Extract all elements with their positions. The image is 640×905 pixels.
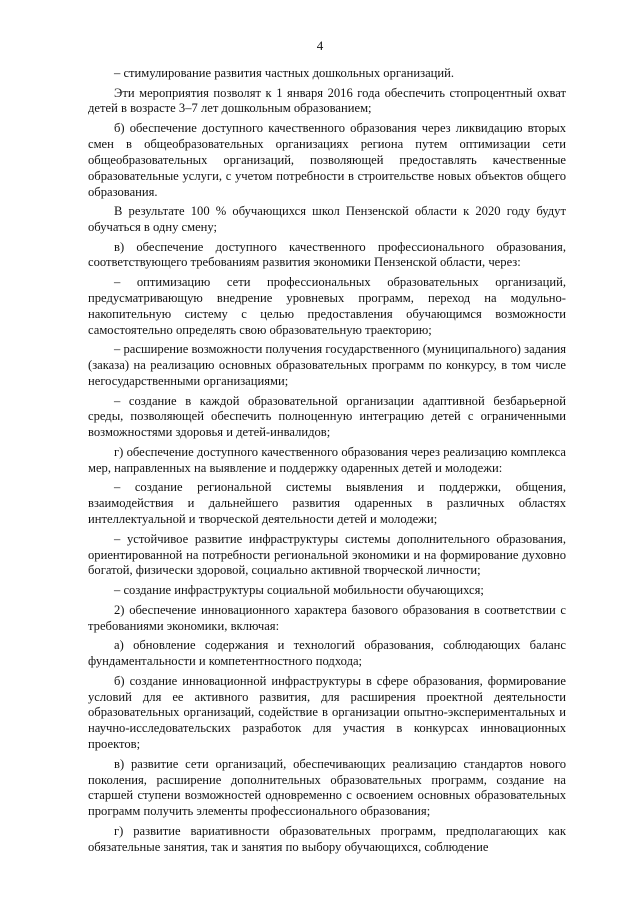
- paragraph: 2) обеспечение инновационного характера базового образования в соответствии с требованиями экономики, включая:: [88, 602, 566, 633]
- paragraph: г) обеспечение доступного качественного образования через реализацию комплекса мер, направленных на выявление и поддержку одаренных детей и молодежи:: [88, 444, 566, 475]
- page-number: 4: [316, 38, 324, 53]
- paragraph: В результате 100 % обучающихся школ Пензенской области к 2020 году будут обучаться в одну смену;: [88, 204, 566, 234]
- paragraph: – создание региональной системы выявления и поддержки, общения, взаимодействия и дальнейшего развития одаренных в различных областях интеллектуальной и творческой деятельности детей и молодежи;: [88, 480, 566, 527]
- paragraph: – создание инфраструктуры социальной мобильности обучающихся;: [114, 583, 484, 598]
- paragraph: – создание в каждой образовательной организации адаптивной безбарьерной среды, позволяющей обеспечить полноценную интеграцию детей с ограниченными возможностями здоровья и детей-инвалидов;: [88, 393, 566, 440]
- paragraph: г) развитие вариативности образовательных программ, предполагающих как обязательные занятия, так и занятия по выбору обучающихся, соблюдение: [88, 823, 566, 854]
- paragraph: в) обеспечение доступного качественного профессионального образования, соответствующего требованиям развития экономики Пензенской области, через:: [88, 239, 566, 270]
- paragraph: а) обновление содержания и технологий образования, соблюдающих баланс фундаментальности и компетентностного подхода;: [88, 638, 566, 669]
- document-body: [88, 66, 566, 859]
- paragraph: – стимулирование развития частных дошкольных организаций.: [114, 66, 455, 80]
- paragraph: – оптимизацию сети профессиональных образовательных организаций, предусматривающую внедрение уровневых программ, переход на модульно-накопительную систему с целью предоставления обучающимся возможности самостоятельно определять свою образовательную траекторию;: [88, 275, 566, 337]
- paragraph: б) обеспечение доступного качественного образования через ликвидацию вторых смен в общеобразовательных организациях региона путем оптимизации сети общеобразовательных организаций, позволяющей предоставлять качественные образовательные услуги, с учетом потребности в строительстве новых объектов общего образования.: [88, 121, 566, 199]
- paragraph: б) создание инновационной инфраструктуры в сфере образования, формирование условий для ее активного развития, для расширения проектной деятельности образовательных организаций, содействие в организации опытно-экспериментальных и научно-исследовательских разработок для участия в конкурсах инновационных проектов;: [88, 673, 566, 752]
- paragraph: в) развитие сети организаций, обеспечивающих реализацию стандартов нового поколения, расширение дополнительных образовательных программ, создание на старшей ступени возможностей одновременно с освоением основных образовательных программ получить элементы профессионального образования;: [88, 756, 566, 819]
- paragraph: Эти мероприятия позволят к 1 января 2016 года обеспечить стопроцентный охват детей в возрасте 3–7 лет дошкольным образованием;: [88, 85, 566, 116]
- paragraph: – расширение возможности получения государственного (муниципального) задания (заказа) на реализацию основных образовательных программ по конкурсу, в том числе негосударственными организациями;: [88, 342, 566, 388]
- paragraph: – устойчивое развитие инфраструктуры системы дополнительного образования, ориентированной на потребности региональной экономики и на формирование духовно богатой, физически здоровой, социально активной творческой личности;: [88, 531, 566, 578]
